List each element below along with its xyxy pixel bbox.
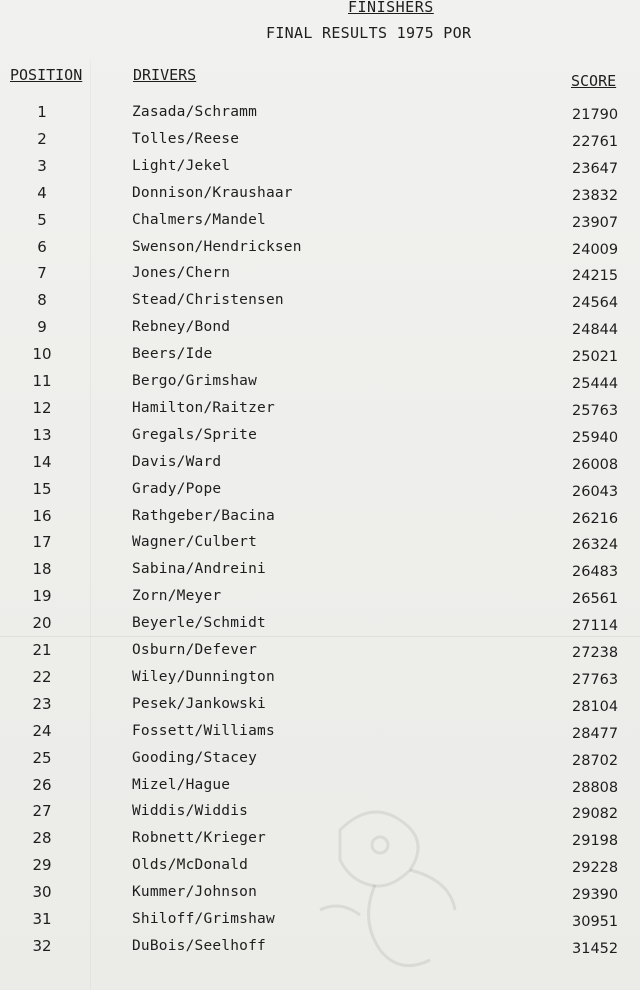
result-score: 21790: [572, 107, 619, 123]
result-score: 25444: [572, 376, 619, 392]
result-position: 14: [32, 452, 52, 471]
result-score: 28477: [572, 725, 619, 742]
document-subtitle: FINAL RESULTS 1975 POR: [266, 24, 472, 42]
result-drivers: Grady/Pope: [132, 480, 222, 497]
result-position: 8: [37, 291, 47, 310]
result-drivers: Gooding/Stacey: [132, 749, 258, 766]
result-row: [0, 261, 640, 287]
result-score: 26483: [572, 564, 619, 581]
column-header-score: SCORE: [571, 72, 617, 90]
result-score: 28808: [572, 779, 619, 796]
result-drivers: Donnison/Kraushaar: [132, 184, 293, 201]
result-drivers: Wagner/Culbert: [132, 534, 258, 551]
result-row: [0, 235, 640, 261]
result-position: 22: [32, 667, 52, 686]
result-row: [0, 315, 640, 341]
result-position: 28: [32, 829, 52, 848]
result-row: [0, 423, 640, 449]
result-drivers: Beers/Ide: [132, 346, 213, 363]
result-score: 27114: [572, 618, 619, 635]
result-drivers: Pesek/Jankowski: [132, 695, 266, 712]
result-position: 31: [32, 910, 52, 928]
result-position: 20: [32, 614, 52, 633]
result-row: [0, 638, 640, 664]
result-row: [0, 504, 640, 530]
result-position: 17: [32, 533, 52, 552]
result-drivers: Fossett/Williams: [132, 722, 275, 739]
result-score: 29228: [572, 860, 619, 877]
result-score: 28104: [572, 698, 619, 715]
result-score: 24215: [572, 268, 619, 285]
result-score: 23907: [572, 214, 619, 231]
result-score: 25763: [572, 402, 619, 419]
result-row: [0, 288, 640, 314]
result-row: [0, 477, 640, 503]
result-drivers: Davis/Ward: [132, 453, 222, 470]
result-drivers: Hamilton/Raitzer: [132, 399, 275, 416]
result-score: 24844: [572, 322, 619, 339]
result-drivers: Gregals/Sprite: [132, 426, 258, 443]
result-score: 28702: [572, 752, 619, 769]
result-drivers: Zorn/Meyer: [132, 588, 222, 605]
result-position: 19: [32, 587, 52, 606]
result-row: [0, 907, 640, 933]
result-row: [0, 611, 640, 637]
result-score: 27238: [572, 645, 619, 661]
result-score: 25021: [572, 349, 619, 366]
result-drivers: Swenson/Hendricksen: [132, 238, 302, 255]
result-row: [0, 799, 640, 825]
result-position: 11: [32, 372, 52, 390]
column-header-drivers: DRIVERS: [133, 66, 197, 84]
result-row: [0, 127, 640, 153]
result-position: 27: [32, 802, 52, 821]
result-score: 22761: [572, 133, 619, 150]
result-position: 7: [37, 264, 47, 283]
result-score: 31452: [572, 940, 619, 957]
result-drivers: Beyerle/Schmidt: [132, 615, 266, 632]
result-score: 29198: [572, 833, 619, 850]
document-title: FINISHERS: [348, 0, 434, 16]
result-drivers: Widdis/Widdis: [132, 803, 249, 820]
result-drivers: Shiloff/Grimshaw: [132, 911, 275, 927]
result-drivers: Light/Jekel: [132, 157, 231, 174]
result-drivers: Wiley/Dunnington: [132, 668, 275, 685]
result-row: [0, 746, 640, 772]
result-position: 26: [32, 775, 52, 794]
result-row: [0, 450, 640, 476]
result-position: 16: [32, 506, 52, 525]
result-row: [0, 530, 640, 556]
result-row: [0, 934, 640, 960]
result-row: [0, 181, 640, 207]
result-row: [0, 557, 640, 583]
result-drivers: Stead/Christensen: [132, 292, 284, 309]
result-row: [0, 369, 640, 395]
result-row: [0, 100, 640, 126]
result-drivers: Mizel/Hague: [132, 776, 231, 793]
result-score: 30951: [572, 914, 619, 930]
result-position: 6: [37, 237, 47, 256]
result-score: 24009: [572, 241, 619, 258]
result-position: 1: [37, 103, 47, 121]
result-row: [0, 208, 640, 234]
result-position: 13: [32, 425, 52, 444]
result-position: 15: [32, 479, 52, 498]
result-row: [0, 396, 640, 422]
result-position: 24: [32, 721, 52, 740]
result-drivers: DuBois/Seelhoff: [132, 937, 266, 954]
result-row: [0, 154, 640, 180]
result-row: [0, 853, 640, 879]
result-row: [0, 826, 640, 852]
result-score: 26043: [572, 483, 619, 500]
result-drivers: Rathgeber/Bacina: [132, 507, 275, 524]
result-row: [0, 665, 640, 691]
result-row: [0, 773, 640, 799]
result-position: 12: [32, 398, 52, 417]
result-score: 26324: [572, 537, 619, 554]
result-row: [0, 584, 640, 610]
result-drivers: Tolles/Reese: [132, 130, 240, 147]
result-position: 30: [32, 883, 52, 902]
result-score: 24564: [572, 295, 619, 312]
result-drivers: Jones/Chern: [132, 265, 231, 282]
result-position: 5: [37, 210, 47, 229]
result-row: [0, 880, 640, 906]
result-position: 21: [32, 641, 52, 659]
result-score: 23832: [572, 187, 619, 204]
result-score: 23647: [572, 160, 619, 177]
result-row: [0, 692, 640, 718]
result-row: [0, 342, 640, 368]
result-drivers: Olds/McDonald: [132, 857, 249, 874]
result-position: 18: [32, 560, 52, 579]
result-drivers: Osburn/Defever: [132, 642, 258, 658]
result-position: 23: [32, 694, 52, 713]
result-score: 29082: [572, 806, 619, 823]
result-drivers: Chalmers/Mandel: [132, 211, 266, 228]
result-position: 4: [37, 183, 47, 202]
result-drivers: Robnett/Krieger: [132, 830, 266, 847]
result-score: 25940: [572, 429, 619, 446]
result-position: 29: [32, 856, 52, 875]
result-drivers: Sabina/Andreini: [132, 561, 266, 578]
result-score: 29390: [572, 887, 619, 904]
result-position: 10: [32, 345, 52, 364]
column-header-position: POSITION: [10, 66, 83, 84]
result-drivers: Bergo/Grimshaw: [132, 373, 258, 389]
result-score: 27763: [572, 671, 619, 688]
result-row: [0, 719, 640, 745]
result-position: 25: [32, 748, 52, 767]
result-position: 3: [37, 156, 47, 175]
result-score: 26561: [572, 591, 619, 608]
result-drivers: Rebney/Bond: [132, 319, 231, 336]
result-position: 32: [32, 936, 52, 955]
result-position: 2: [37, 129, 47, 148]
result-position: 9: [37, 318, 47, 337]
result-drivers: Zasada/Schramm: [132, 104, 258, 120]
result-score: 26216: [572, 510, 619, 527]
result-drivers: Kummer/Johnson: [132, 884, 258, 901]
result-score: 26008: [572, 456, 619, 473]
